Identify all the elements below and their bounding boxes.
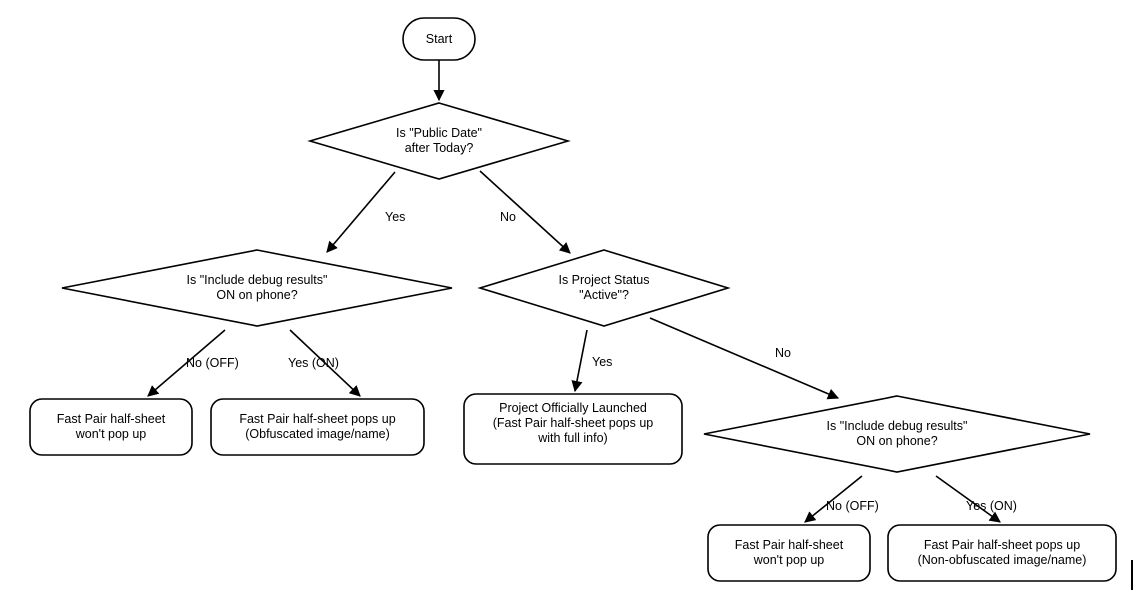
node-debug-right-line1: Is "Include debug results" (826, 419, 968, 433)
edge-label-debug-right-on: Yes (ON) (966, 499, 1017, 513)
edge-label-project-status-yes: Yes (592, 355, 613, 369)
node-project-status-line2: "Active"? (579, 288, 629, 302)
node-left-on-line1: Fast Pair half-sheet pops up (239, 412, 396, 426)
node-right-on-result (888, 525, 1116, 581)
edge-project-status-no (650, 318, 838, 398)
node-left-on-line2: (Obfuscated image/name) (245, 427, 390, 441)
node-debug-left-decision (62, 250, 452, 326)
node-debug-left-line2: ON on phone? (216, 288, 298, 302)
node-project-status-decision (480, 250, 728, 326)
node-left-on-result (211, 399, 424, 455)
node-debug-left-line1: Is "Include debug results" (186, 273, 328, 287)
node-left-off-line1: Fast Pair half-sheet (56, 412, 166, 426)
node-right-on-line2: (Non-obfuscated image/name) (917, 553, 1087, 567)
node-project-launched-result (464, 394, 682, 464)
node-left-off-line2: won't pop up (75, 427, 147, 441)
node-project-status-line1: Is Project Status (558, 273, 650, 287)
node-right-off-result (708, 525, 870, 581)
node-right-on-line1: Fast Pair half-sheet pops up (923, 538, 1081, 552)
edge-label-debug-left-on: Yes (ON) (288, 356, 339, 370)
node-public-date-decision (310, 103, 568, 179)
node-project-launched-line2: (Fast Pair half-sheet pops up (492, 416, 654, 430)
edge-public-date-no (480, 171, 570, 253)
node-project-launched-line3: with full info) (538, 431, 608, 445)
edge-label-debug-right-off: No (OFF) (826, 499, 879, 513)
edge-label-public-date-no: No (500, 210, 516, 224)
node-project-launched-line1: Project Officially Launched (499, 401, 647, 415)
node-debug-right-decision (704, 396, 1090, 472)
node-public-date-line2: after Today? (404, 141, 474, 155)
node-right-off-line2: won't pop up (753, 553, 825, 567)
edge-label-project-status-no: No (775, 346, 791, 360)
node-public-date-line1: Is "Public Date" (396, 126, 482, 140)
node-left-off-result (30, 399, 192, 455)
edge-label-debug-left-off: No (OFF) (186, 356, 239, 370)
node-right-off-line1: Fast Pair half-sheet (734, 538, 844, 552)
node-debug-right-line2: ON on phone? (856, 434, 938, 448)
node-start (403, 18, 475, 60)
node-start-label: Start (425, 32, 453, 46)
edge-project-status-yes (575, 330, 587, 391)
edge-label-public-date-yes: Yes (385, 210, 406, 224)
